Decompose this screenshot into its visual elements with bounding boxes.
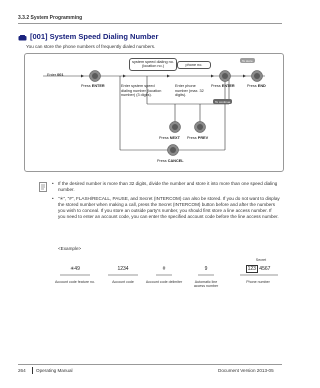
step-press-cancel: Press CANCEL [157,159,184,163]
document-version: Document Version 2013-05 [218,368,274,373]
store-tag: To store [242,58,253,63]
example-value-3: # [162,266,166,272]
flow-lines [25,54,283,171]
note-icon [38,179,48,197]
section-header: 3.3.2 System Programming [18,15,83,21]
page-title-row [18,32,158,41]
manual-name: Operating Manual [36,368,73,373]
example-label-1: Account code feature no. [55,280,95,284]
example-label-5: Phone number [246,280,270,284]
page-number: 264 [18,368,26,373]
step-press-end: Press END [247,84,266,88]
footer-divider [18,364,282,365]
example-label: <Example> [58,246,82,251]
to-continue-tag: To continue [215,99,231,104]
note-item-2: • "✳", "#", FLASH/RECALL, PAUSE, and Secret (INTERCOM) can also be stored. If you do not want to display the stored number when making a call, press the Secret (INTERCOM) button before and after the numbers you wish to conceal. If you store an outside party's number, you should first store a line access number. If you need to enter an account code, you can enter the specified account code before the line access number. [52,196,280,220]
page-title: [001] System Speed Dialing Number [30,32,159,41]
example-label-3: Account code delimiter [145,280,183,284]
note-item-1: • If the desired number is more than 32 digits, divide the number and store it into more than one speed dialing number. [52,181,278,193]
step-enter-phone-no: Enter phone number (max. 32 digits). [175,84,204,98]
header-divider [18,23,282,24]
example-value-1: ✳49 [70,266,80,272]
example-label-2: Account code [112,280,134,284]
programming-flow-diagram [24,53,284,172]
footer-separator [32,367,33,374]
step-enter-speed-no: Enter system speed dialing number (location number) (3 digits). [121,84,162,98]
example-diagram [56,258,282,298]
bubble-phone-no: phone no. [177,61,211,69]
step-press-enter-1: Press ENTER [81,84,105,88]
example-value-5: 123 4567 [247,266,271,272]
secret-label: Secret [255,258,267,262]
secret-box: 123 [247,266,256,272]
step-press-next: Press NEXT [159,136,180,140]
bubble-speed-dial: system speed dialing no. (location no.) [129,58,177,71]
step-press-prev: Press PREV [187,136,209,140]
pt-phone-icon [18,34,27,40]
example-label-4: Automatic line access number [193,280,219,289]
step-enter-code: Enter 001 [47,73,64,77]
example-value-2: 1234 [117,266,129,272]
step-press-enter-2: Press ENTER [211,84,235,88]
example-value-4: 9 [204,266,208,272]
intro-text: You can store the phone numbers of frequently dialed numbers. [26,44,156,49]
